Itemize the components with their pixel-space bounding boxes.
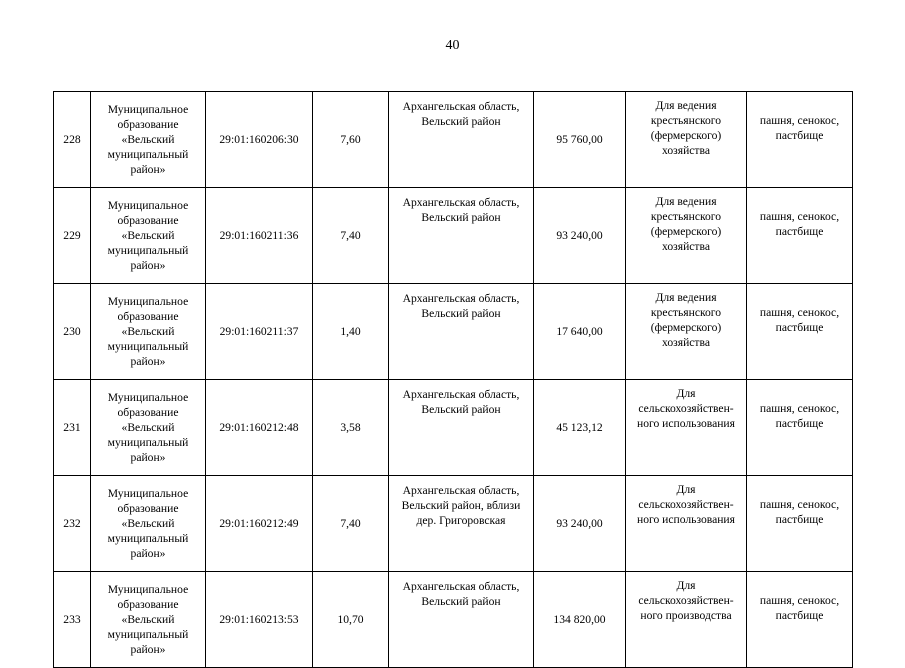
land-type-line: пастбище [775,129,824,142]
permitted-use-line: Для ведения [655,195,717,208]
owner-line: Муниципальное [107,583,189,596]
permitted-use-line: крестьянского [650,210,722,223]
permitted-use-line: Для ведения [655,291,717,304]
address-line: Архангельская область, [402,388,520,401]
land-type-cell [747,476,853,572]
table-row [54,188,853,284]
permitted-use-line: (фермерского) [650,129,722,142]
owner-line: муниципальный [107,628,189,641]
permitted-use-line: хозяйства [662,240,710,253]
land-type-line: пашня, сенокос, [759,498,840,511]
cadastral-number-cell: 29:01:160211:36 [206,188,313,284]
owner-line: район» [130,547,166,560]
land-type-line: пашня, сенокос, [759,594,840,607]
address-cell [389,572,534,668]
owner-line: район» [130,259,166,272]
area-cell: 1,40 [313,284,389,380]
land-type-line: пашня, сенокос, [759,306,840,319]
land-type-line: пастбище [775,417,824,430]
permitted-use-line: ного использования [637,513,735,526]
permitted-use-line: Для [676,387,696,400]
permitted-use-cell [626,476,747,572]
owner-cell [91,572,206,668]
owner-cell [91,380,206,476]
page-number: 40 [445,38,460,53]
table-row [54,92,853,188]
address-line: Архангельская область, [402,580,520,593]
price-cell: 93 240,00 [534,188,626,284]
owner-line: муниципальный [107,532,189,545]
price-cell: 95 760,00 [534,92,626,188]
owner-line: Муниципальное [107,103,189,116]
row-number-cell: 233 [54,572,91,668]
cadastral-number-cell: 29:01:160206:30 [206,92,313,188]
owner-line: Муниципальное [107,199,189,212]
owner-line: образование [117,598,179,611]
area-cell: 7,40 [313,476,389,572]
land-type-line: пастбище [775,609,824,622]
permitted-use-line: хозяйства [662,336,710,349]
permitted-use-line: Для [676,483,696,496]
owner-line: муниципальный [107,340,189,353]
area-cell: 3,58 [313,380,389,476]
permitted-use-cell [626,92,747,188]
permitted-use-line: сельскохозяйствен- [638,498,734,511]
address-line: дер. Григоровская [416,514,506,527]
owner-line: «Вельский [121,325,175,338]
table-row [54,572,853,668]
owner-line: район» [130,451,166,464]
cadastral-number-cell: 29:01:160213:53 [206,572,313,668]
address-line: Архангельская область, [402,292,520,305]
owner-cell [91,92,206,188]
land-type-line: пастбище [775,513,824,526]
address-cell [389,380,534,476]
price-cell: 17 640,00 [534,284,626,380]
permitted-use-line: сельскохозяйствен- [638,594,734,607]
permitted-use-line: крестьянского [650,306,722,319]
row-number-cell: 229 [54,188,91,284]
address-line: Вельский район [421,307,501,320]
address-cell [389,92,534,188]
address-cell [389,284,534,380]
price-cell: 134 820,00 [534,572,626,668]
permitted-use-cell [626,380,747,476]
row-number-cell: 228 [54,92,91,188]
owner-line: Муниципальное [107,391,189,404]
owner-line: Муниципальное [107,487,189,500]
owner-line: «Вельский [121,613,175,626]
price-cell: 93 240,00 [534,476,626,572]
address-line: Вельский район, вблизи [401,499,521,512]
land-plots-table [53,91,853,668]
owner-line: район» [130,355,166,368]
permitted-use-line: ного производства [640,609,732,622]
row-number-cell: 230 [54,284,91,380]
owner-cell [91,188,206,284]
cadastral-number-cell: 29:01:160212:48 [206,380,313,476]
area-cell: 10,70 [313,572,389,668]
owner-cell [91,476,206,572]
area-cell: 7,60 [313,92,389,188]
owner-line: «Вельский [121,133,175,146]
address-line: Вельский район [421,115,501,128]
owner-line: муниципальный [107,436,189,449]
owner-line: муниципальный [107,148,189,161]
permitted-use-line: Для [676,579,696,592]
table-row [54,284,853,380]
owner-line: образование [117,406,179,419]
land-type-cell [747,572,853,668]
land-type-cell [747,380,853,476]
permitted-use-line: (фермерского) [650,225,722,238]
address-line: Архангельская область, [402,100,520,113]
address-line: Архангельская область, [402,196,520,209]
land-type-cell [747,284,853,380]
permitted-use-line: хозяйства [662,144,710,157]
land-type-line: пастбище [775,225,824,238]
owner-line: муниципальный [107,244,189,257]
cadastral-number-cell: 29:01:160212:49 [206,476,313,572]
owner-cell [91,284,206,380]
price-cell: 45 123,12 [534,380,626,476]
cadastral-number-cell: 29:01:160211:37 [206,284,313,380]
land-type-line: пастбище [775,321,824,334]
land-type-line: пашня, сенокос, [759,114,840,127]
table-body [54,92,853,668]
permitted-use-cell [626,572,747,668]
address-cell [389,188,534,284]
owner-line: «Вельский [121,517,175,530]
owner-line: Муниципальное [107,295,189,308]
land-type-line: пашня, сенокос, [759,402,840,415]
row-number-cell: 232 [54,476,91,572]
permitted-use-line: Для ведения [655,99,717,112]
land-type-cell [747,92,853,188]
owner-line: образование [117,310,179,323]
permitted-use-line: сельскохозяйствен- [638,402,734,415]
owner-line: район» [130,163,166,176]
owner-line: образование [117,118,179,131]
permitted-use-line: ного использования [637,417,735,430]
address-cell [389,476,534,572]
table-row [54,380,853,476]
area-cell: 7,40 [313,188,389,284]
address-line: Вельский район [421,403,501,416]
address-line: Вельский район [421,211,501,224]
permitted-use-line: (фермерского) [650,321,722,334]
row-number-cell: 231 [54,380,91,476]
permitted-use-cell [626,188,747,284]
owner-line: район» [130,643,166,656]
table-row [54,476,853,572]
owner-line: образование [117,214,179,227]
land-type-cell [747,188,853,284]
address-line: Архангельская область, [402,484,520,497]
permitted-use-cell [626,284,747,380]
owner-line: «Вельский [121,421,175,434]
address-line: Вельский район [421,595,501,608]
permitted-use-line: крестьянского [650,114,722,127]
owner-line: образование [117,502,179,515]
land-type-line: пашня, сенокос, [759,210,840,223]
owner-line: «Вельский [121,229,175,242]
